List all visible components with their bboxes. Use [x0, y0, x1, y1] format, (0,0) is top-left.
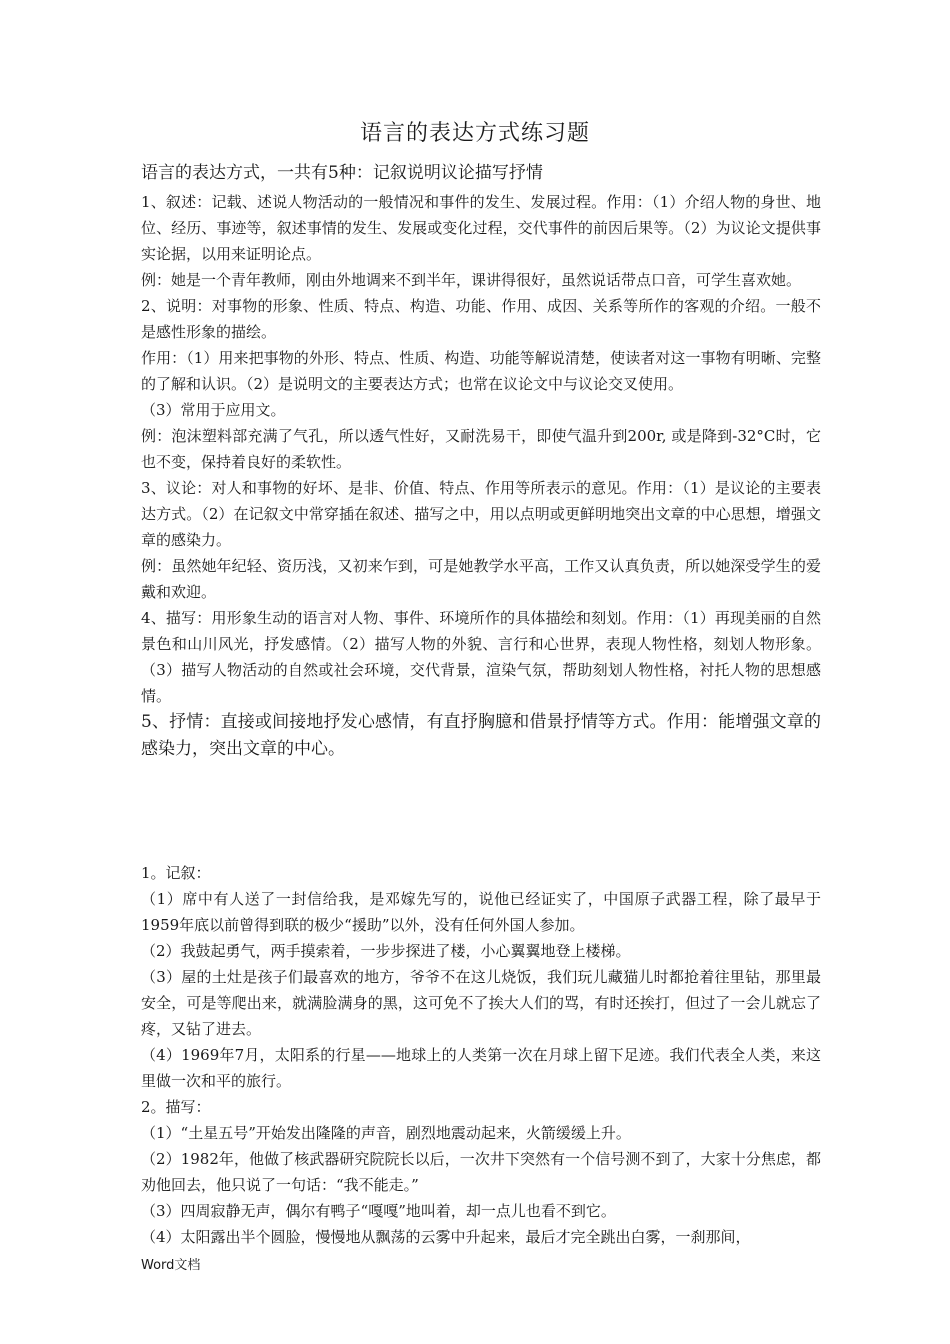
exercise-heading: 2。描写：	[141, 1098, 211, 1116]
paragraph: 例：虽然她年纪轻、资历浅，又初来乍到，可是她教学水平高，工作又认真负责，所以她深受学生的爱戴和欢迎。	[141, 557, 821, 601]
intro-paragraph: 语言的表达方式，一共有5种：记叙说明议论描写抒情	[141, 163, 543, 183]
exercise-item: （4）1969年7月，太阳系的行星——地球上的人类第一次在月球上留下足迹。我们代表全人类，来这里做一次和平的旅行。	[141, 1046, 821, 1090]
exercise-item: （1）席中有人送了一封信给我，是邓嫁先写的，说他已经证实了，中国原子武器工程，除了最早于1959年底以前曾得到联的极少“援助”以外，没有任何外国人参加。	[141, 890, 821, 934]
paragraph: （3）常用于应用文。	[141, 401, 286, 419]
paragraph: 5、抒情：直接或间接地抒发心感情，有直抒胸臆和借景抒情等方式。作用：能增强文章的感染力，突出文章的中心。	[141, 712, 821, 759]
exercise-item: （3）屋的土灶是孩子们最喜欢的地方，爷爷不在这儿烧饭，我们玩儿藏猫儿时都抢着往里钻，那里最安全，可是等爬出来，就满脸满身的黑，这可免不了挨大人们的骂，有时还挨打，但过了一会儿就忘了疼，又钻了进去。	[141, 968, 821, 1038]
exercise-item: （2）1982年，他做了核武器研究院院长以后，一次井下突然有一个信号测不到了，大家十分焦虑，都劝他回去，他只说了一句话：“我不能走。”	[141, 1150, 821, 1194]
paragraph: 1、叙述：记载、述说人物活动的一般情况和事件的发生、发展过程。作用：（1）介绍人物的身世、地位、经历、事迹等，叙述事情的发生、发展或变化过程，交代事件的前因后果等。（2）为议论文提供事实论据，以用来证明论点。	[141, 193, 821, 263]
document-title: 语言的表达方式练习题	[359, 121, 590, 146]
paragraph: 作用：（1）用来把事物的外形、特点、性质、构造、功能等解说清楚，使读者对这一事物有明晰、完整的了解和认识。（2）是说明文的主要表达方式；也常在议论文中与议论交叉使用。	[141, 349, 821, 393]
paragraph: 例：泡沫塑料部充满了气孔，所以透气性好，又耐洗易干，即使气温升到200r, 或是降到-32°C时，它也不变，保持着良好的柔软性。	[141, 427, 821, 471]
exercise-section	[141, 860, 821, 1250]
definitions-section	[141, 160, 821, 763]
paragraph: 2、说明：对事物的形象、性质、特点、构造、功能、作用、成因、关系等所作的客观的介绍。一般不是感性形象的描绘。	[141, 297, 821, 341]
exercise-item: （3）四周寂静无声，偶尔有鸭子“嘎嘎”地叫着，却一点儿也看不到它。	[141, 1202, 616, 1220]
paragraph: 4、描写：用形象生动的语言对人物、事件、环境所作的具体描绘和刻划。作用：（1）再现美丽的自然景色和山川风光，抒发感情。（2）描写人物的外貌、言行和心世界，表现人物性格，刻划人物形象。（3）描写人物活动的自然或社会环境，交代背景，渲染气氛，帮助刻划人物性格，衬托人物的思想感情。	[141, 609, 821, 705]
paragraph: 3、议论：对人和事物的好坏、是非、价值、特点、作用等所表示的意见。作用：（1）是议论的主要表达方式。（2）在记叙文中常穿插在叙述、描写之中，用以点明或更鲜明地突出文章的中心思想，增强文章的感染力。	[141, 479, 821, 549]
exercise-item: （1）“土星五号”开始发出隆隆的声音，剧烈地震动起来，火箭缓缓上升。	[141, 1124, 631, 1142]
exercise-heading: 1。记叙：	[141, 864, 211, 882]
page-footer: Word文档	[141, 1258, 201, 1273]
exercise-item: （4）太阳露出半个圆脸，慢慢地从飘荡的云雾中升起来，最后才完全跳出白雾，一刹那间，	[141, 1228, 751, 1246]
exercise-item: （2）我鼓起勇气，两手摸索着，一步步探进了楼，小心翼翼地登上楼梯。	[141, 942, 631, 960]
paragraph: 例：她是一个青年教师，刚由外地调来不到半年，课讲得很好，虽然说话带点口音，可学生喜欢她。	[141, 271, 802, 289]
